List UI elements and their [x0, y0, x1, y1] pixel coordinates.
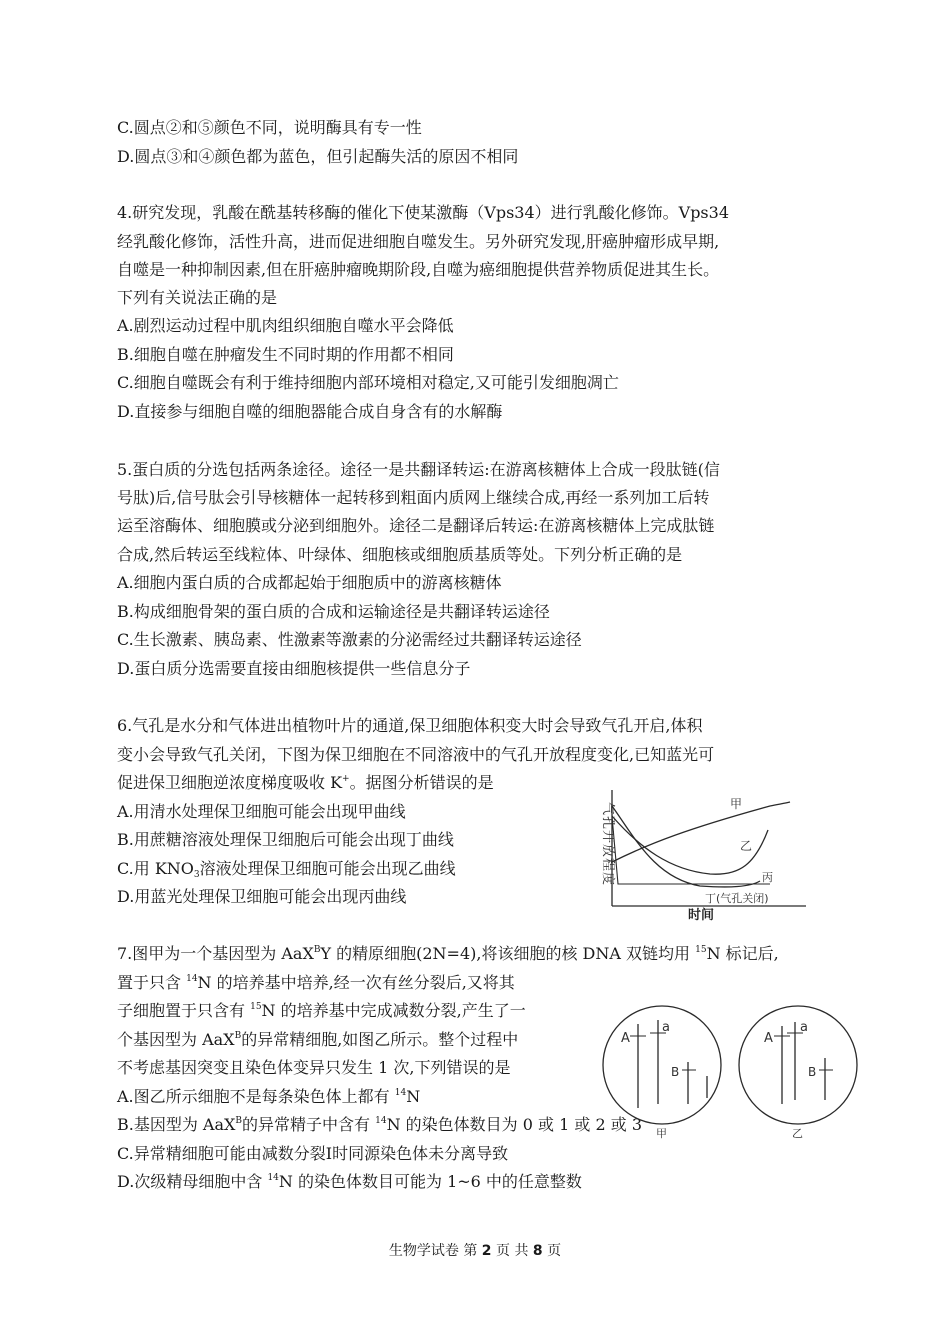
curve-bing	[612, 806, 760, 887]
cell-label-yi: 乙	[792, 1127, 803, 1140]
q3-option-c: C.圆点②和⑤颜色不同，说明酶具有专一性	[117, 118, 422, 137]
stomata-graph	[580, 788, 810, 922]
q5-stem-line-2: 号肽)后,信号肽会引导核糖体一起转移到粗面内质网上继续合成,再经一系列加工后转	[117, 488, 710, 507]
q5-option-b: B.构成细胞骨架的蛋白质的合成和运输途径是共翻译转运途径	[117, 602, 550, 621]
q7-option-c: C.异常精细胞可能由减数分裂Ⅰ时同源染色体未分离导致	[117, 1144, 509, 1163]
q5-stem-line-3: 运至溶酶体、细胞膜或分泌到细胞外。途径二是翻译后转运:在游离核糖体上完成肽链	[117, 516, 715, 535]
q5-option-c: C.生长激素、胰岛素、性激素等激素的分泌需经过共翻译转运途径	[117, 630, 582, 649]
q6-option-a: A.用清水处理保卫细胞可能会出现甲曲线	[117, 802, 406, 821]
curve-jia	[612, 802, 790, 862]
q6-stem-line-3: 促进保卫细胞逆浓度梯度吸收 K+。据图分析错误的是	[117, 773, 494, 792]
q7-option-b: B.基因型为 AaX$^B$的异常精子中含有 $^{14}$N 的染色体数目为 0 或 1 或 2 或 3	[117, 1115, 643, 1134]
y-axis-label: 气孔开放程度	[600, 802, 615, 887]
gene-label-a-yi: a	[800, 1020, 808, 1035]
q5-stem-line-1: 5.蛋白质的分选包括两条途径。途径一是共翻译转运:在游离核糖体上合成一段肽链(信	[117, 460, 720, 479]
q5-option-a: A.细胞内蛋白质的合成都起始于细胞质中的游离核糖体	[117, 573, 502, 592]
q4-stem-line-1: 4.研究发现，乳酸在酰基转移酶的催化下使某激酶（Vps34）进行乳酸化修饰。Vps34	[117, 203, 730, 222]
gene-label-A-yi: A	[764, 1031, 773, 1046]
curve-label-yi: 乙	[740, 839, 753, 853]
q4-stem-line-4: 下列有关说法正确的是	[117, 288, 278, 307]
q4-option-a: A.剧烈运动过程中肌肉组织细胞自噬水平会降低	[117, 316, 454, 335]
cell-diagrams	[598, 1000, 860, 1140]
q3-option-d: D.圆点③和④颜色都为蓝色，但引起酶失活的原因不相同	[117, 147, 519, 166]
q6-option-d: D.用蓝光处理保卫细胞可能会出现丙曲线	[117, 887, 407, 906]
q7-option-d: D.次级精母细胞中含 $^{14}$N 的染色体数目可能为 1~6 中的任意整数	[117, 1172, 582, 1191]
gene-label-B-jia: B	[671, 1065, 680, 1079]
q4-option-b: B.细胞自噬在肿瘤发生不同时期的作用都不相同	[117, 345, 454, 364]
curve-label-ding: 丁(气孔关闭)	[705, 892, 769, 905]
q6-option-b: B.用蔗糖溶液处理保卫细胞后可能会出现丁曲线	[117, 830, 454, 849]
gene-label-a-jia: a	[662, 1020, 670, 1035]
q6-stem-line-1: 6.气孔是水分和气体进出植物叶片的通道,保卫细胞体积变大时会导致气孔开启,体积	[117, 716, 703, 735]
cell-label-jia: 甲	[656, 1127, 667, 1140]
q7-stem-line-2: 置于只含 $^{14}$N 的培养基中培养,经一次有丝分裂后,又将其	[117, 973, 515, 992]
page-footer: 生物学试卷 第 2 页 共 8 页	[388, 1243, 562, 1259]
cell-yi-membrane	[739, 1006, 857, 1124]
q4-stem-line-3: 自噬是一种抑制因素,但在肝癌肿瘤晚期阶段,自噬为癌细胞提供营养物质促进其生长。	[117, 260, 720, 279]
curve-label-jia: 甲	[730, 797, 743, 811]
q7-stem-line-1: 7.图甲为一个基因型为 AaX$^B$Y 的精原细胞(2N=4),将该细胞的核 DNA 双链均用 $^{15}$N 标记后,	[117, 944, 779, 963]
q7-stem-line-5: 不考虑基因突变且染色体变异只发生 1 次,下列错误的是	[117, 1058, 511, 1077]
page-total: 8	[532, 1243, 543, 1259]
q4-option-c: C.细胞自噬既会有利于维持细胞内部环境相对稳定,又可能引发细胞凋亡	[117, 373, 619, 392]
q7-stem-line-4: 个基因型为 AaX$^B$的异常精细胞,如图乙所示。整个过程中	[117, 1030, 519, 1049]
gene-label-B-yi: B	[808, 1065, 817, 1079]
gene-label-A-jia: A	[621, 1031, 630, 1046]
page-number: 2	[481, 1243, 492, 1259]
q4-option-d: D.直接参与细胞自噬的细胞器能合成自身含有的水解酶	[117, 402, 503, 421]
q7-option-a: A.图乙所示细胞不是每条染色体上都有 $^{14}$N	[117, 1087, 421, 1106]
q7-stem-line-3: 子细胞置于只含有 $^{15}$N 的培养基中完成减数分裂,产生了一	[117, 1001, 526, 1020]
q5-option-d: D.蛋白质分选需要直接由细胞核提供一些信息分子	[117, 659, 471, 678]
q4-stem-line-2: 经乳酸化修饰，活性升高，进而促进细胞自噬发生。另外研究发现,肝癌肿瘤形成早期,	[117, 232, 720, 251]
x-axis-label: 时间	[688, 908, 715, 922]
curve-label-bing: 丙	[762, 871, 773, 884]
q6-stem-line-2: 变小会导致气孔关闭，下图为保卫细胞在不同溶液中的气孔开放程度变化,已知蓝光可	[117, 745, 715, 764]
q5-stem-line-4: 合成,然后转运至线粒体、叶绿体、细胞核或细胞质基质等处。下列分析正确的是	[117, 545, 683, 564]
q6-option-c: C.用 $KNO_3$溶液处理保卫细胞可能会出现乙曲线	[117, 859, 456, 880]
